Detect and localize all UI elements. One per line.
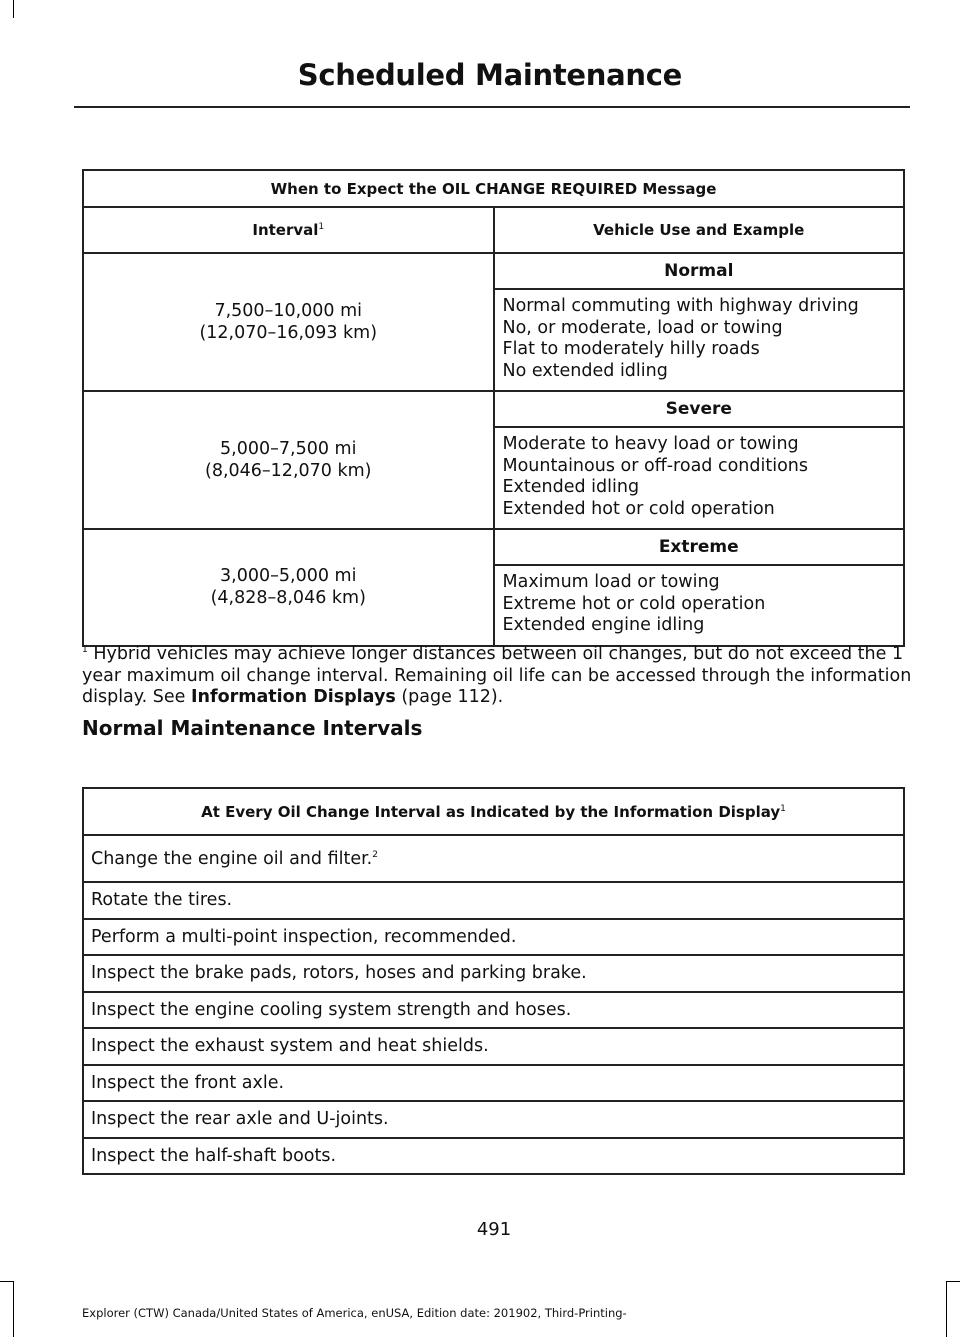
table-row: Rotate the tires. [83,882,904,919]
use-item: No extended idling [502,360,668,381]
table-row: Inspect the half-shaft boots. [83,1138,904,1175]
crop-mark-bottom-left-h [0,1281,14,1282]
use-item: Extended hot or cold operation [502,498,775,519]
interval-cell-normal: 7,500–10,000 mi (12,070–16,093 km) [83,253,494,391]
table-row: Perform a multi-point inspection, recommended. [83,919,904,956]
table-row: Inspect the brake pads, rotors, hoses and parking brake. [83,955,904,992]
crop-mark-bottom-left [13,1281,14,1337]
use-item: Moderate to heavy load or towing [502,434,799,454]
table-row: Inspect the rear axle and U-joints. [83,1101,904,1138]
information-displays-link[interactable]: Information Displays [191,687,396,707]
page-number: 491 [476,1219,512,1240]
edition-line: Explorer (CTW) Canada/United States of America, enUSA, Edition date: 201902, Third-Printing- [82,1306,627,1320]
column-header-vehicle-use: Vehicle Use and Example [494,207,905,253]
uses-cell-severe [494,427,905,529]
use-item: Normal commuting with highway driving [502,296,859,316]
oil-table-caption: When to Expect the OIL CHANGE REQUIRED Message [83,170,904,207]
table-row: Change the engine oil and filter.$^2$ [83,835,904,882]
crop-mark-bottom-right [946,1281,947,1337]
interval-cell-severe: 5,000–7,500 mi (8,046–12,070 km) [83,391,494,529]
use-item: Extended engine idling [502,615,705,635]
uses-cell-extreme [494,565,905,646]
use-item: Mountainous or off-road conditions [502,455,808,476]
header-divider [74,106,910,108]
maintenance-table-header: At Every Oil Change Interval as Indicated by the Information Display$^1$ [83,788,904,835]
use-item: Extreme hot or cold operation [502,593,766,614]
oil-change-table [82,169,905,647]
use-item: Flat to moderately hilly roads [502,339,760,359]
footnote: $^1$ Hybrid vehicles may achieve longer distances between oil changes, but do not exceed the 1 year maximum oil change interval. Remaining oil life can be accessed through the information display. See Information Displays (page 112). [82,644,912,707]
use-item: Extended idling [502,477,640,497]
crop-mark-top-left [13,0,14,18]
category-extreme: Extreme [494,529,905,565]
category-severe: Severe [494,391,905,427]
use-item: No, or moderate, load or towing [502,317,783,338]
column-header-interval: Interval$^1$ [83,207,494,253]
interval-cell-extreme: 3,000–5,000 mi (4,828–8,046 km) [83,529,494,646]
section-heading: Normal Maintenance Intervals [82,716,423,740]
page-title: Scheduled Maintenance [297,58,682,92]
maintenance-table [82,787,905,1175]
category-normal: Normal [494,253,905,289]
table-row: Inspect the exhaust system and heat shields. [83,1028,904,1065]
uses-cell-normal [494,289,905,391]
table-row: Inspect the front axle. [83,1065,904,1102]
use-item: Maximum load or towing [502,572,720,592]
crop-mark-bottom-right-h [946,1281,960,1282]
table-row: Inspect the engine cooling system strength and hoses. [83,992,904,1029]
